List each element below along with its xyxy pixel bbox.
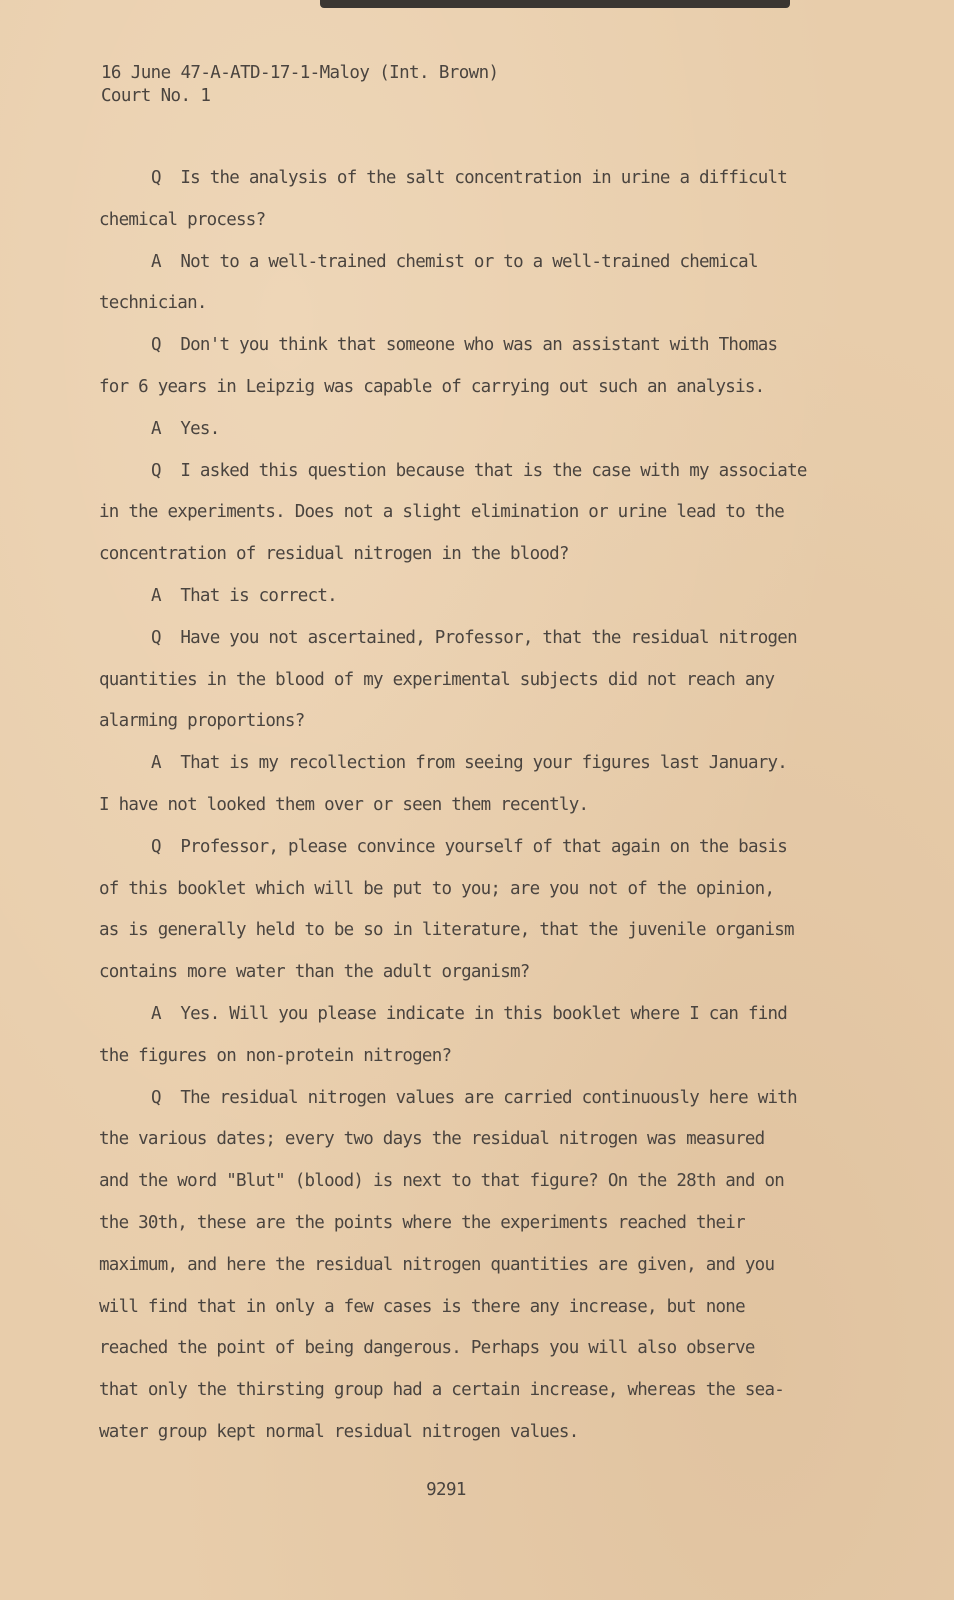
top-edge-binding xyxy=(320,0,790,8)
transcript-line: of this booklet which will be put to you; are you not of the opinion, xyxy=(99,878,775,899)
document-header xyxy=(101,62,498,108)
transcript-line: alarming proportions? xyxy=(99,711,305,732)
transcript-line: the various dates; every two days the residual nitrogen was measured xyxy=(99,1129,765,1150)
transcript-line: in the experiments. Does not a slight elimination or urine lead to the xyxy=(99,502,785,523)
transcript-body xyxy=(99,163,849,1459)
transcript-line: A That is correct. xyxy=(151,585,337,606)
transcript-line: Q Is the analysis of the salt concentration in urine a difficult xyxy=(151,168,788,188)
transcript-line: Q I asked this question because that is the case with my associate xyxy=(151,460,807,481)
transcript-line: that only the thirsting group had a certain increase, whereas the sea- xyxy=(99,1380,785,1401)
transcript-line: Q Professor, please convince yourself of that again on the basis xyxy=(151,836,788,857)
page-number: 9291 xyxy=(426,1480,466,1500)
transcript-line: reached the point of being dangerous. Perhaps you will also observe xyxy=(99,1338,755,1359)
transcript-line: concentration of residual nitrogen in the blood? xyxy=(99,544,569,565)
transcript-line: chemical process? xyxy=(99,209,266,230)
transcript-line: technician. xyxy=(99,293,207,314)
transcript-line: Q Don't you think that someone who was an assistant with Thomas xyxy=(151,335,778,356)
transcript-line: will find that in only a few cases is there any increase, but none xyxy=(99,1296,745,1317)
transcript-line: as is generally held to be so in literature, that the juvenile organism xyxy=(99,920,794,941)
header-court-line: Court No. 1 xyxy=(101,86,211,106)
transcript-line: contains more water than the adult organism? xyxy=(99,962,530,983)
transcript-line: I have not looked them over or seen them recently. xyxy=(99,794,589,815)
transcript-line: and the word "Blut" (blood) is next to that figure? On the 28th and on xyxy=(99,1171,785,1192)
transcript-line: the 30th, these are the points where the experiments reached their xyxy=(99,1212,745,1233)
transcript-line: A Yes. Will you please indicate in this booklet where I can find xyxy=(151,1003,788,1024)
transcript-line: Q The residual nitrogen values are carried continuously here with xyxy=(151,1087,797,1108)
transcript-line: quantities in the blood of my experimental subjects did not reach any xyxy=(99,669,775,690)
transcript-line: for 6 years in Leipzig was capable of carrying out such an analysis. xyxy=(99,376,765,397)
transcript-line: the figures on non-protein nitrogen? xyxy=(99,1045,452,1066)
transcript-line: A Not to a well-trained chemist or to a well-trained chemical xyxy=(151,251,758,272)
transcript-line: A That is my recollection from seeing your figures last January. xyxy=(151,753,788,774)
transcript-line: A Yes. xyxy=(151,418,220,439)
header-reference-line: 16 June 47-A-ATD-17-1-Maloy (Int. Brown) xyxy=(101,63,499,83)
transcript-line: Q Have you not ascertained, Professor, that the residual nitrogen xyxy=(151,627,797,648)
transcript-line: water group kept normal residual nitrogen values. xyxy=(99,1421,579,1442)
transcript-line: maximum, and here the residual nitrogen quantities are given, and you xyxy=(99,1254,775,1275)
